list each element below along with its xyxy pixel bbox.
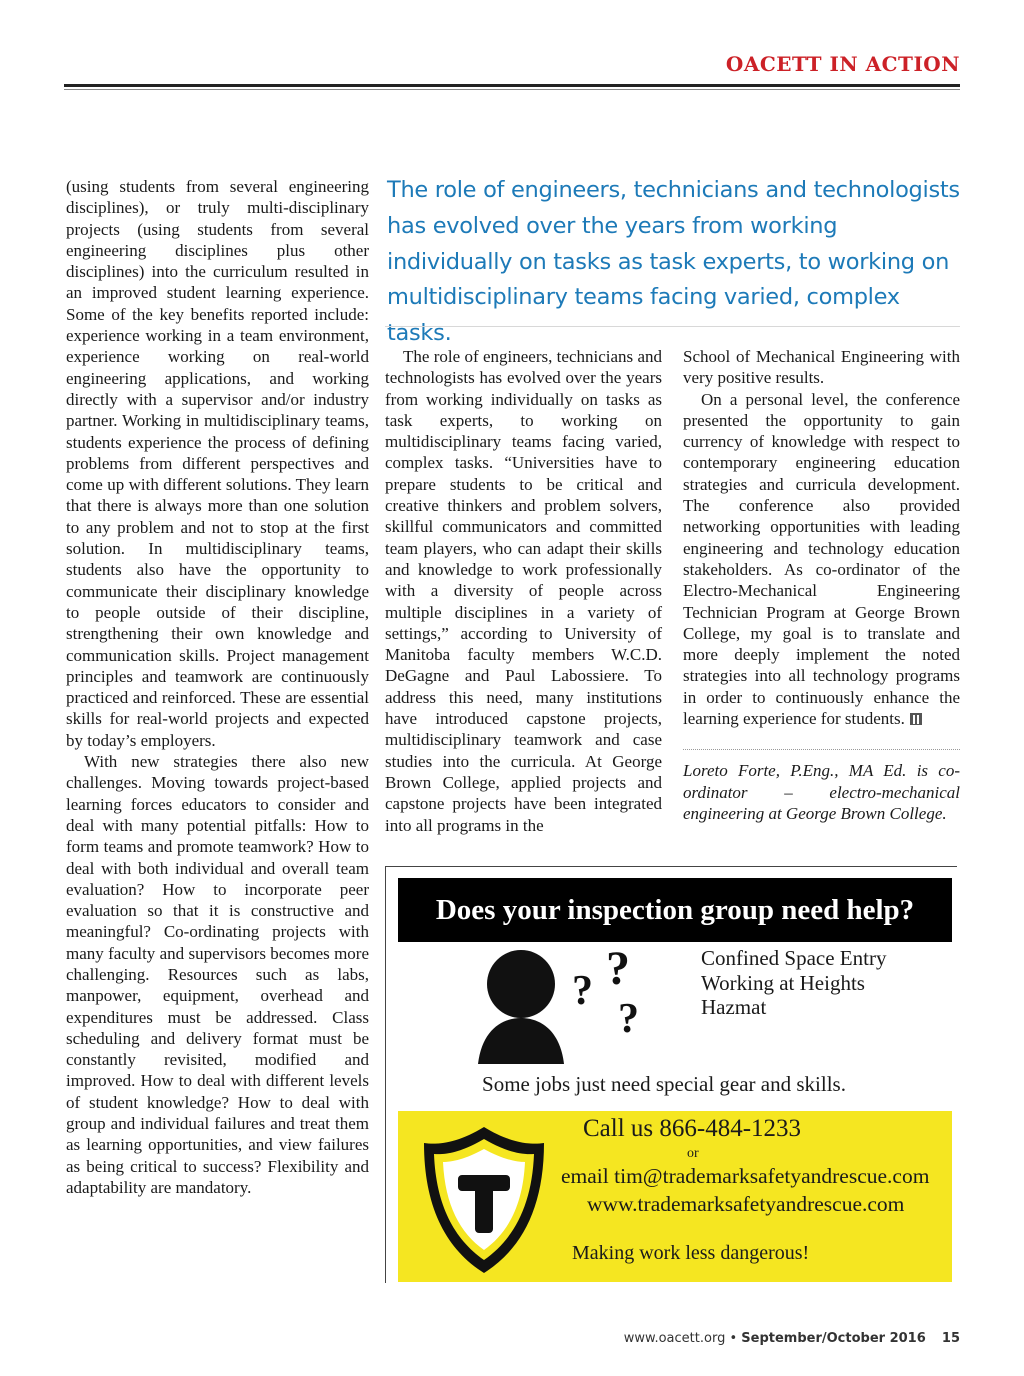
svg-text:?: ? bbox=[606, 942, 630, 995]
header-rule bbox=[64, 84, 960, 87]
pull-quote: The role of engineers, technicians and technologists has evolved over the years from working individually on tasks as task experts, to working on multidisciplinary teams facing varied, complex tasks. bbox=[387, 177, 960, 347]
paragraph: (using students from several engineering disciplines), or truly multi-disciplinary projects (using students from several engineering disciplines plus other disciplines) into the curriculum resulted in an improved student learning experience. Some of the key benefits reported include: experience working in a team environment, experience working on real-world engineering applications, and working directly with a supervisor and/or industry partner. Working in multidisciplinary teams, students experience the process of defining problems from different perspectives and come up with different solutions. They learn that there is always more than one solution to any problem and not to stop at the first solution. In multidisciplinary teams, students also have the opportunity to communicate their disciplinary knowledge to people outside of their discipline, strengthening their own knowledge and communication skills. Project management principles and teamwork are continuously practiced and reinforced. These are essential skills for real-world projects and expected by today’s employers. bbox=[66, 177, 369, 750]
ad-headline: Does your inspection group need help? bbox=[398, 878, 952, 942]
section-title: OACETT IN ACTION bbox=[725, 52, 960, 76]
end-of-article-icon bbox=[909, 712, 923, 726]
article-column-2 bbox=[385, 346, 662, 836]
page-footer bbox=[624, 1331, 960, 1346]
ad-tagline: Some jobs just need special gear and skills. bbox=[482, 1072, 846, 1096]
ad-service-item: Working at Heights bbox=[701, 970, 865, 995]
svg-text:?: ? bbox=[618, 996, 639, 1042]
author-bio: Loreto Forte, P.Eng., MA Ed. is co-ordinator – electro-mechanical engineering at George Brown College. bbox=[683, 749, 960, 824]
header-rule-thin bbox=[64, 89, 960, 90]
page-number: 15 bbox=[941, 1331, 960, 1346]
ad-services-list bbox=[701, 946, 886, 1020]
ad-or: or bbox=[687, 1146, 699, 1161]
ad-contact-panel bbox=[398, 1111, 952, 1282]
footer-site: www.oacett.org • bbox=[623, 1331, 738, 1346]
paragraph-text: On a personal level, the conference presented the opportunity to gain currency of knowledge with respect to contemporary engineering education strategies and curricula development. The conference also provided networking opportunities with leading engineering and technology education stakeholders. As co-ordinator of the Electro-Mechanical Engineering Technician Program at George Brown College, my goal is to translate and more deeply implement the noted strategies into all technology programs in order to continuously enhance the learning experience for students. bbox=[683, 389, 960, 729]
paragraph-final bbox=[683, 389, 960, 730]
advertisement bbox=[398, 878, 952, 1282]
ad-email: email tim@trademarksafetyandrescue.com bbox=[561, 1164, 930, 1188]
ad-slogan: Making work less dangerous! bbox=[572, 1242, 810, 1264]
pull-quote-rule bbox=[385, 326, 960, 327]
person-question-icon bbox=[476, 940, 646, 1066]
article-column-1 bbox=[66, 176, 369, 1198]
logo-letter: T bbox=[483, 1216, 485, 1217]
paragraph: With new strategies there also new challenges. Moving towards project-based learning forces educators to consider and deal with many potential pitfalls: How to form teams and promote teamwork? How to deal with both individual and overall team evaluation? How to incorporate peer evaluation so that it is constructive and meaningful? Co-ordinating projects with many faculty and supervisors becomes more challenging. Resources such as labs, manpower, equipment, overhead and expenditures must be addressed. Class scheduling and delivery format must be constantly revisited, modified and improved. How to deal with different levels of student knowledge? How to deal with group and individual failures and treat them as learning opportunities, and view failures as being critical to success? Flexibility and adaptability are mandatory. bbox=[66, 752, 369, 1197]
footer-issue: September/October 2016 bbox=[741, 1331, 926, 1346]
paragraph: School of Mechanical Engineering with very positive results. bbox=[683, 347, 960, 388]
shield-logo-icon bbox=[418, 1121, 550, 1277]
paragraph: The role of engineers, technicians and technologists has evolved over the years from working individually on tasks as task experts, to working on multidisciplinary teams facing varied, complex tasks. “Universities have to prepare students to be critical and creative thinkers and problem solvers, skillful communicators and committed team players, who can adapt their skills and knowledge to work professionally with a diversity of people across multiple disciplines in a variety of settings,” according to University of Manitoba faculty members W.C.D. DeGagne and Paul Labossiere. To address this need, many institutions have introduced capstone projects, multidisciplinary teamwork and case studies into the curricula. At George Brown College, applied projects and capstone projects have been integrated into all programs in the bbox=[385, 347, 662, 835]
ad-phone: Call us 866-484-1233 bbox=[583, 1115, 802, 1142]
ad-website: www.trademarksafetyandrescue.com bbox=[587, 1192, 905, 1216]
article-column-3 bbox=[683, 346, 960, 824]
ad-service-item: Confined Space Entry bbox=[701, 946, 887, 970]
ad-service-item: Hazmat bbox=[701, 995, 767, 1019]
svg-text:?: ? bbox=[572, 968, 593, 1014]
